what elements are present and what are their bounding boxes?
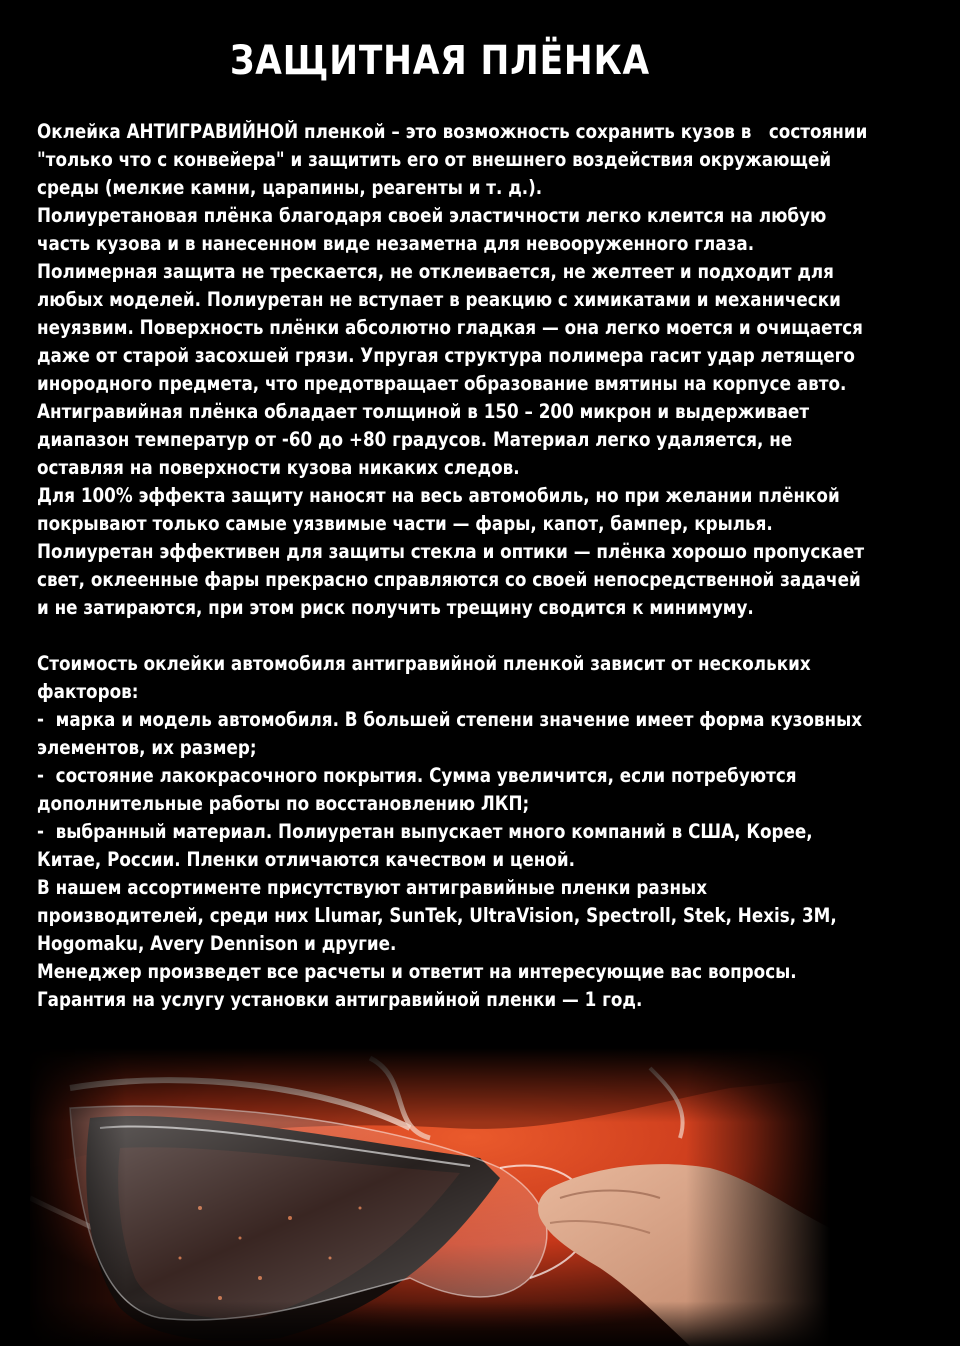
text-line: элементов, их размер;	[37, 736, 257, 759]
text-line: Для 100% эффекта защиту наносят на весь автомобиль, но при желании плёнкой	[37, 484, 840, 507]
text-line: свет, оклеенные фары прекрасно справляются со своей непосредственной задачей	[37, 568, 861, 591]
text-line: - состояние лакокрасочного покрытия. Сумма увеличится, если потребуются	[37, 764, 797, 787]
text-line: Полимерная защита не трескается, не отклеивается, не желтеет и подходит для	[37, 260, 834, 283]
text-line: дополнительные работы по восстановлению ЛКП;	[37, 792, 530, 815]
text-line: неуязвим. Поверхность плёнки абсолютно гладкая — она легко моется и очищается	[37, 316, 863, 339]
text-line: производителей, среди них Llumar, SunTek, UltraVision, Spectroll, Stek, Hexis, 3M,	[37, 904, 837, 927]
text-line: оставляя на поверхности кузова никаких следов.	[37, 456, 520, 479]
paragraph-pricing	[37, 650, 863, 1014]
text-line: Оклейка АНТИГРАВИЙНОЙ пленкой – это возможность сохранить кузов в состоянии	[37, 120, 868, 143]
text-line: инородного предмета, что предотвращает образование вмятины на корпусе авто.	[37, 372, 847, 395]
text-line: Китае, России. Пленки отличаются качеством и ценой.	[37, 848, 575, 871]
text-line: Полиуретан эффективен для защиты стекла и оптики — плёнка хорошо пропускает	[37, 540, 865, 563]
body-text	[37, 118, 868, 1014]
text-line: и не затираются, при этом риск получить трещину сводится к минимуму.	[37, 596, 754, 619]
text-line: диапазон температур от -60 до +80 градусов. Материал легко удаляется, не	[37, 428, 793, 451]
text-line: "только что с конвейера" и защитить его от внешнего воздействия окружающей	[37, 148, 832, 171]
text-line: даже от старой засохшей грязи. Упругая структура полимера гасит удар летящего	[37, 344, 855, 367]
text-line: Hogomaku, Avery Dennison и другие.	[37, 932, 397, 955]
text-line: Полиуретановая плёнка благодаря своей эластичности легко клеится на любую	[37, 204, 827, 227]
text-line: покрывают только самые уязвимые части — фары, капот, бампер, крылья.	[37, 512, 773, 535]
text-line: часть кузова и в нанесенном виде незаметна для невооруженного глаза.	[37, 232, 755, 255]
paragraph-gap	[37, 622, 837, 650]
text-line: факторов:	[37, 680, 139, 703]
text-line: Менеджер произведет все расчеты и ответит на интересующие вас вопросы.	[37, 960, 797, 983]
text-line: - выбранный материал. Полиуретан выпускает много компаний в США, Корее,	[37, 820, 813, 843]
text-line: Гарантия на услугу установки антигравийной пленки — 1 год.	[37, 988, 643, 1011]
paragraph-description	[37, 118, 868, 622]
car-film-photo	[30, 1048, 830, 1346]
text-line: В нашем ассортименте присутствуют антигравийные пленки разных	[37, 876, 708, 899]
text-line: Антигравийная плёнка обладает толщиной в 150 – 200 микрон и выдерживает	[37, 400, 810, 423]
page-title: ЗАЩИТНАЯ ПЛЁНКА	[229, 38, 651, 84]
text-line: Стоимость оклейки автомобиля антигравийной пленкой зависит от нескольких	[37, 652, 811, 675]
text-line: - марка и модель автомобиля. В большей степени значение имеет форма кузовных	[37, 708, 863, 731]
text-line: среды (мелкие камни, царапины, реагенты и т. д.).	[37, 176, 543, 199]
text-line: любых моделей. Полиуретан не вступает в реакцию с химикатами и механически	[37, 288, 841, 311]
